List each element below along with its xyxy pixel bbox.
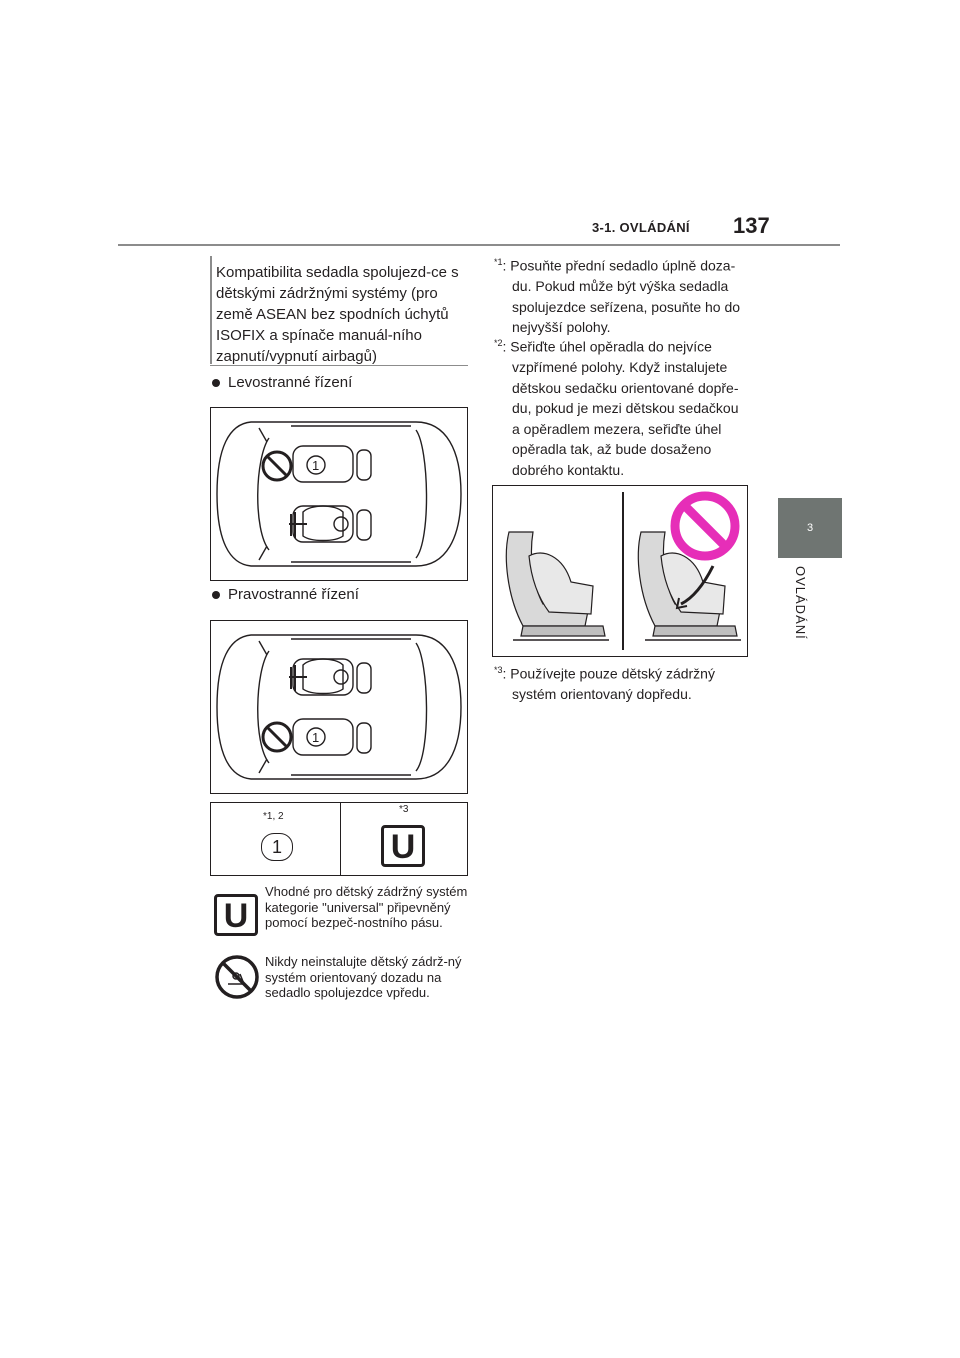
note-1	[494, 252, 749, 338]
legend-x-text: Nikdy neinstalujte dětský zádrž-ný systém orientovaný dozadu na sedadlo spolujezdce vpředu.	[265, 954, 462, 1000]
prohibited-icon	[675, 496, 735, 556]
car-topview-rhd-graphic	[211, 621, 467, 793]
seat-1-symbol: 1	[261, 833, 293, 861]
bullet-dot	[212, 591, 220, 599]
chapter-label: OVLÁDÁNÍ	[793, 566, 808, 640]
note-2-marker: *2	[494, 338, 503, 348]
cell2-label: *3	[399, 804, 409, 815]
seat-number-lhd: 1	[312, 458, 320, 473]
note-3-text: systém orientovaný dopředu.	[512, 686, 692, 703]
bullet-lhd-text: Levostranné řízení	[228, 374, 353, 391]
table-divider	[340, 803, 341, 875]
chapter-tab[interactable]: 3	[778, 498, 842, 558]
note-3-marker: *3	[494, 665, 503, 675]
note-3-line1: : Používejte pouze dětský zádržný	[502, 665, 715, 682]
header-rule	[118, 244, 840, 246]
bullet-dot	[212, 379, 220, 387]
title-bar	[210, 256, 212, 364]
seat-number-rhd: 1	[312, 730, 320, 745]
seat-illustration-graphic	[493, 486, 747, 656]
bullet-rhd	[212, 586, 359, 603]
note-1-marker: *1	[494, 257, 503, 267]
compat-title: Kompatibilita sedadla spolujezd-ce s dětskými zádržnými systémy (pro země ASEAN bez spodních úchytů ISOFIX a spínače manuál-ního zapnutí/vypnutí airbagů)	[216, 264, 459, 365]
note-2	[494, 333, 749, 480]
section-title: 3-1. OVLÁDÁNÍ	[592, 220, 690, 235]
car-topview-lhd-graphic	[211, 408, 467, 580]
legend-u-text: Vhodné pro dětský zádržný systém kategorie "universal" připevněný pomocí bezpeč-nostního pásu.	[265, 884, 468, 930]
note-2-text: vzpřímené polohy. Když instalujete dětskou sedačku orientované dopře-du, pokud je mezi dětskou sedačkou a opěradlem mezera, seřiďte úhel opěradla tak, až bude dosaženo dobrého kontaktu.	[512, 359, 739, 478]
page-number: 137	[733, 213, 770, 238]
car-diagram-rhd	[210, 620, 468, 794]
note-1-text: du. Pokud může být výška sedadla spolujezdce seřízena, posuňte ho do nejvyšší polohy.	[512, 278, 741, 336]
bullet-lhd	[212, 374, 352, 391]
title-underline	[210, 365, 468, 366]
compat-table	[210, 802, 468, 876]
note-3	[494, 660, 749, 705]
bullet-rhd-text: Pravostranné řízení	[228, 586, 359, 603]
seat-illustration	[492, 485, 748, 657]
car-diagram-lhd	[210, 407, 468, 581]
cell1-label: *1, 2	[263, 811, 284, 822]
note-2-line1: : Seřiďte úhel opěradla do nejvíce	[502, 338, 712, 355]
universal-u-symbol: U	[381, 825, 425, 867]
legend-u-icon: U	[214, 894, 258, 936]
no-rear-facing-icon	[214, 954, 260, 1000]
note-1-line1: : Posuňte přední sedadlo úplně doza-	[502, 257, 736, 274]
